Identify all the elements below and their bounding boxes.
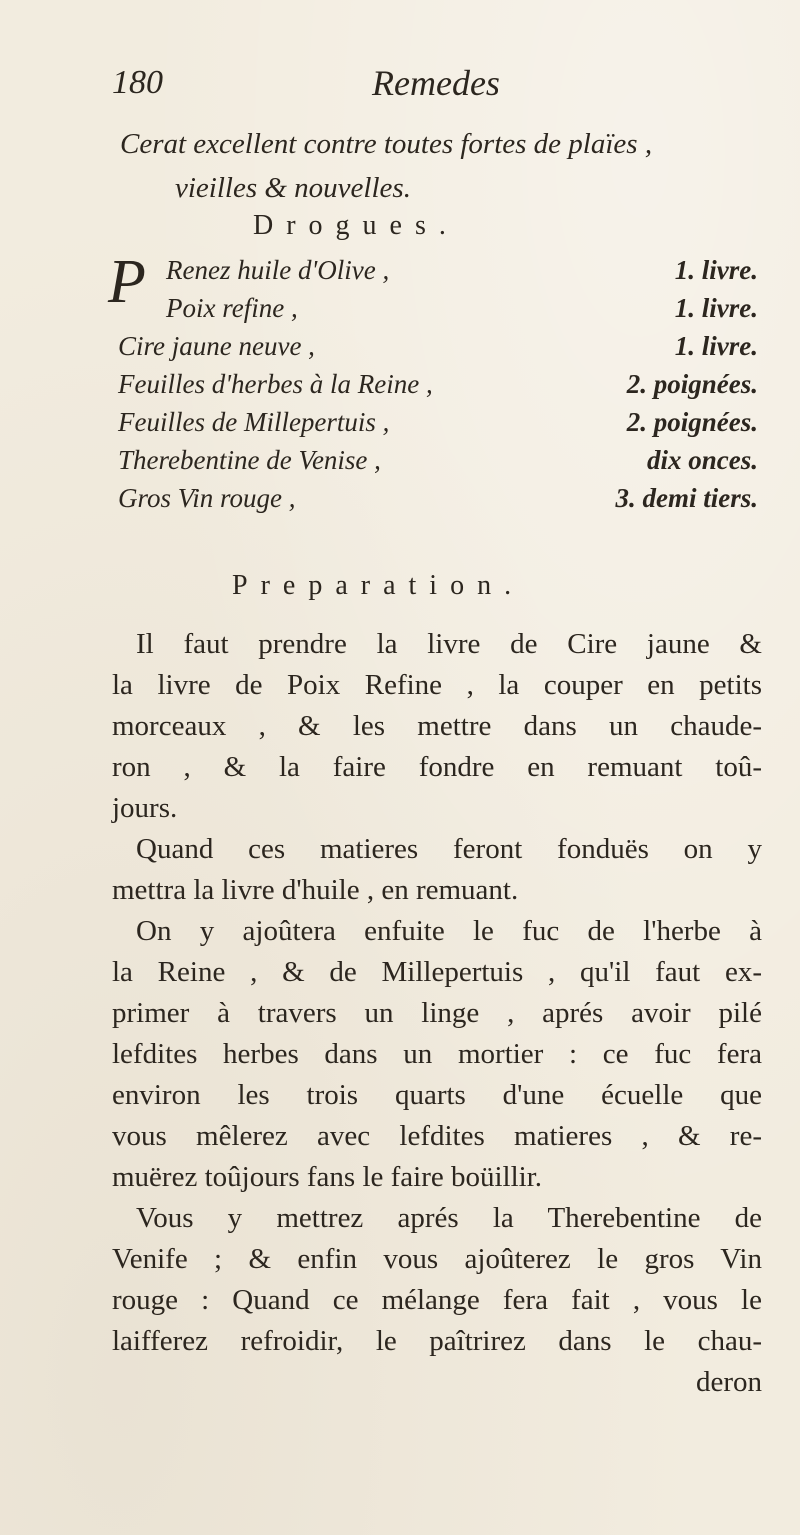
text-line: On y ajoûtera enfuite le fuc de l'herbe à [136, 915, 762, 947]
recipe-title [120, 122, 760, 210]
ingredient-quantity: 2. poignées. [626, 407, 758, 437]
recipe-title-line-2: vieilles & nouvelles. [175, 172, 411, 204]
drogues-heading: Drogues. [253, 210, 459, 241]
text-line: Quand ces matieres feront fonduës on y [136, 833, 762, 865]
page-number: 180 [112, 64, 163, 101]
ingredient-quantity: 1. livre. [674, 255, 758, 285]
preparation-text [112, 624, 762, 1403]
ingredient-quantity: 1. livre. [674, 331, 758, 361]
ingredient-quantity: 3. demi tiers. [615, 483, 758, 513]
text-line: vous mêlerez avec lefdites matieres , & re- [112, 1120, 762, 1152]
text-line: Il faut prendre la livre de Cire jaune & [136, 628, 762, 660]
ingredient-quantity: 1. livre. [674, 293, 758, 323]
ingredient-row [118, 407, 758, 445]
ingredient-name: Feuilles de Millepertuis , [118, 407, 390, 437]
text-line: primer à travers un linge , aprés avoir pilé [112, 997, 762, 1029]
text-line: jours. [112, 792, 178, 824]
text-line: Venife ; & enfin vous ajoûterez le gros Vin [112, 1243, 762, 1275]
text-line: muërez toûjours fans le faire boüillir. [112, 1161, 543, 1193]
ingredient-name: Therebentine de Venise , [118, 445, 381, 475]
ingredient-row [118, 293, 758, 331]
ingredient-row [118, 369, 758, 407]
ingredient-row [118, 483, 758, 521]
ingredient-quantity: dix onces. [647, 445, 758, 475]
ingredient-quantity: 2. poignées. [626, 369, 758, 399]
text-line: la Reine , & de Millepertuis , qu'il faut ex- [112, 956, 762, 988]
text-line: morceaux , & les mettre dans un chaude- [112, 710, 762, 742]
text-line: Vous y mettrez aprés la Therebentine de [136, 1202, 762, 1234]
ingredient-name: Feuilles d'herbes à la Reine , [118, 369, 433, 399]
ingredient-name: Renez huile d'Olive , [166, 255, 390, 285]
ingredient-name: Gros Vin rouge , [118, 483, 296, 513]
text-line: la livre de Poix Refine , la couper en petits [112, 669, 762, 701]
text-line: environ les trois quarts d'une écuelle que [112, 1079, 762, 1111]
text-line: rouge : Quand ce mélange fera fait , vous le [112, 1284, 762, 1316]
text-line: ron , & la faire fondre en remuant toû- [112, 751, 762, 783]
text-line: laifferez refroidir, le paîtrirez dans le chau- [112, 1325, 762, 1357]
text-line: lefdites herbes dans un mortier : ce fuc fera [112, 1038, 762, 1070]
page-header [112, 60, 752, 110]
recipe-title-line-1: Cerat excellent contre toutes fortes de plaïes , [120, 128, 653, 160]
ingredient-row [118, 445, 758, 483]
ingredient-list [108, 248, 758, 521]
ingredient-name: Poix refine , [166, 293, 298, 323]
text-line: mettra la livre d'huile , en remuant. [112, 874, 519, 906]
running-head: Remedes [372, 63, 500, 103]
drop-cap: P [108, 248, 146, 316]
ingredient-name: Cire jaune neuve , [118, 331, 315, 361]
ingredient-row [118, 331, 758, 369]
preparation-heading: Preparation. [232, 570, 525, 601]
catchword: deron [695, 1366, 762, 1398]
